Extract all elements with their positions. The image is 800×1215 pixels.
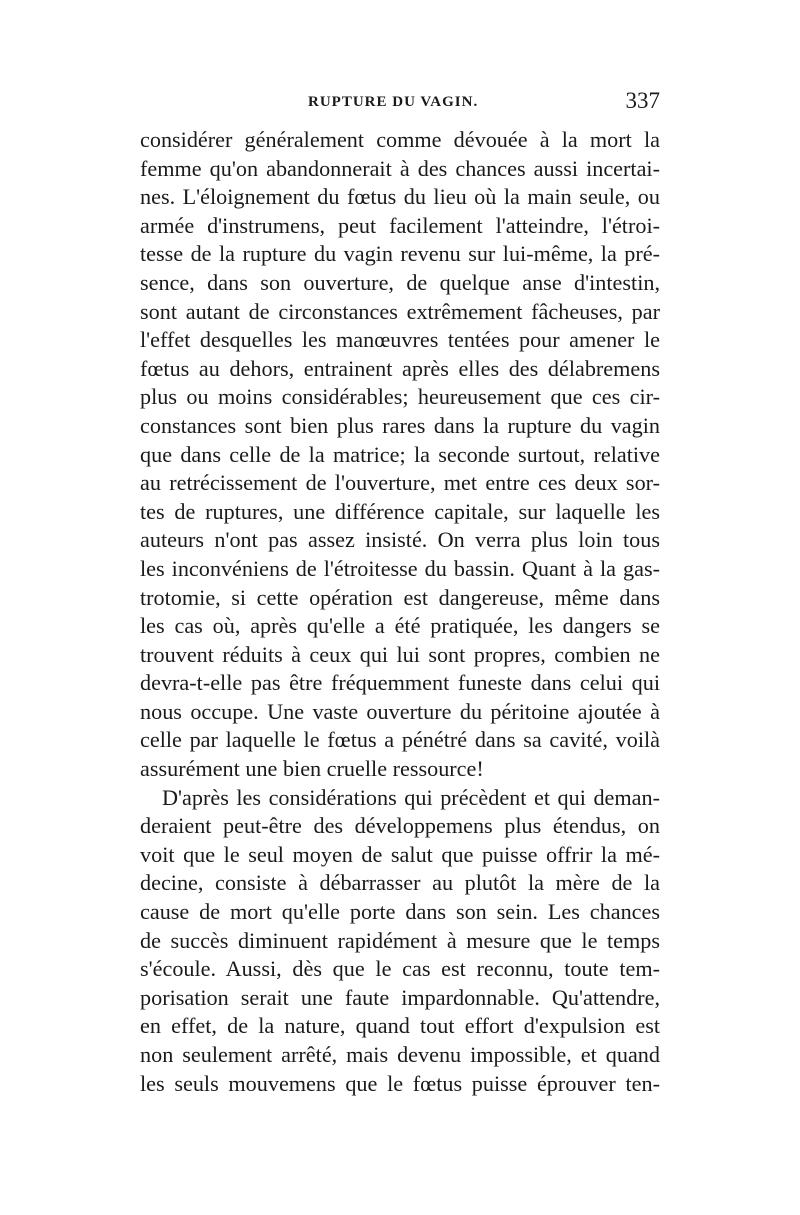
text-line: en effet, de la nature, quand tout effort d'expulsion est bbox=[140, 1013, 660, 1039]
text-line: assurément une bien cruelle ressource! bbox=[140, 756, 484, 782]
page-number: 337 bbox=[625, 88, 660, 113]
text-line: porisation serait une faute impardonnable. Qu'attendre, bbox=[140, 984, 660, 1010]
text-line: constances sont bien plus rares dans la rupture du vagin bbox=[140, 412, 660, 438]
text-line: l'effet desquelles les manœuvres tentées pour amener le bbox=[140, 327, 660, 353]
text-line: sont autant de circonstances extrêmement fâcheuses, par bbox=[140, 298, 660, 324]
text-line: les inconvéniens de l'étroitesse du bassin. Quant à la gas- bbox=[140, 555, 660, 581]
text-line: nes. L'éloignement du fœtus du lieu où la main seule, ou bbox=[140, 184, 660, 210]
paragraph-1 bbox=[140, 126, 660, 784]
text-line: D'après les considérations qui précèdent et qui deman- bbox=[162, 784, 660, 810]
text-line: plus ou moins considérables; heureusement que ces cir- bbox=[140, 384, 660, 410]
text-line: sence, dans son ouverture, de quelque anse d'intestin, bbox=[140, 269, 660, 295]
text-line: decine, consiste à débarrasser au plutôt la mère de la bbox=[140, 870, 660, 896]
paragraph-2 bbox=[140, 784, 660, 1099]
text-line: deraient peut-être des développemens plus étendus, on bbox=[140, 813, 660, 839]
text-line: les cas où, après qu'elle a été pratiquée, les dangers se bbox=[140, 613, 660, 639]
text-line: trouvent réduits à ceux qui lui sont propres, combien ne bbox=[140, 641, 660, 667]
text-line: de succès diminuent rapidément à mesure que le temps bbox=[140, 927, 660, 953]
text-line: trotomie, si cette opération est dangereuse, même dans bbox=[140, 584, 660, 610]
text-line: fœtus au dehors, entrainent après elles des délabremens bbox=[140, 355, 660, 381]
text-line: armée d'instrumens, peut facilement l'atteindre, l'étroi- bbox=[140, 212, 660, 238]
text-line: devra-t-elle pas être fréquemment funeste dans celui qui bbox=[140, 670, 660, 696]
text-line: s'écoule. Aussi, dès que le cas est reconnu, toute tem- bbox=[140, 956, 660, 982]
running-title: RUPTURE DU VAGIN. bbox=[308, 94, 479, 110]
page-body bbox=[140, 126, 660, 1098]
text-line: non seulement arrêté, mais devenu impossible, et quand bbox=[140, 1042, 660, 1067]
text-line: tesse de la rupture du vagin revenu sur lui-même, la pré- bbox=[140, 241, 660, 267]
text-line: celle par laquelle le fœtus a pénétré dans sa cavité, voilà bbox=[140, 727, 660, 753]
text-line: nous occupe. Une vaste ouverture du péritoine ajoutée à bbox=[140, 698, 660, 724]
text-line: tes de ruptures, une différence capitale, sur laquelle les bbox=[140, 498, 660, 524]
text-line: voit que le seul moyen de salut que puisse offrir la mé- bbox=[140, 841, 660, 867]
text-line: femme qu'on abandonnerait à des chances aussi incertai- bbox=[140, 155, 660, 181]
text-line: les seuls mouvemens que le fœtus puisse éprouver ten- bbox=[140, 1070, 660, 1096]
text-line: considérer généralement comme dévouée à la mort la bbox=[140, 127, 660, 152]
text-line: au retrécissement de l'ouverture, met entre ces deux sor- bbox=[140, 470, 660, 496]
text-line: que dans celle de la matrice; la seconde surtout, relative bbox=[140, 441, 660, 467]
page-header bbox=[140, 88, 660, 118]
text-line: auteurs n'ont pas assez insisté. On verra plus loin tous bbox=[140, 527, 660, 553]
text-line: cause de mort qu'elle porte dans son sein. Les chances bbox=[140, 899, 660, 925]
